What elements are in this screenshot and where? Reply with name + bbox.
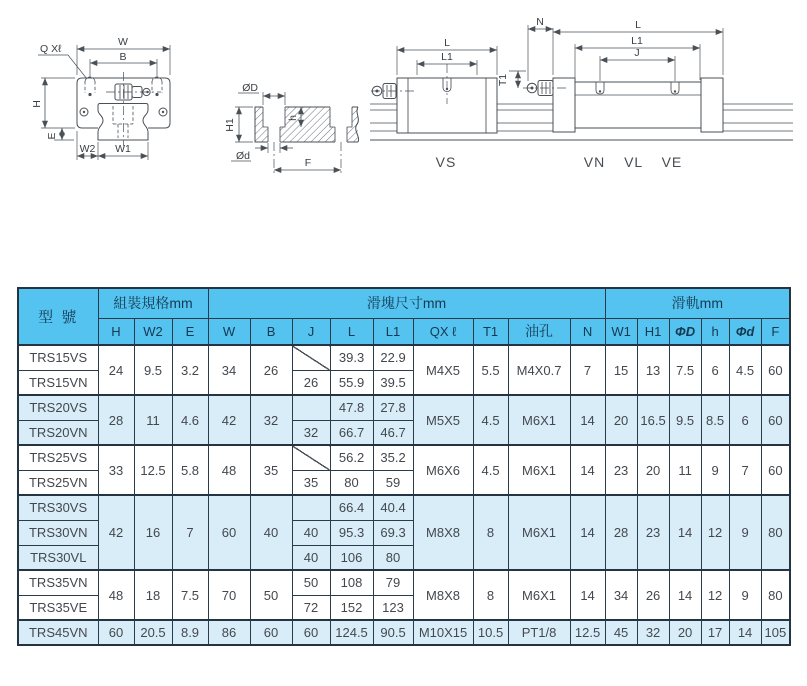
spec-cell: 8.5 — [701, 395, 729, 445]
spec-cell: 60 — [208, 495, 250, 570]
spec-cell: 4.5 — [473, 395, 508, 445]
spec-cell: 39.3 — [330, 345, 373, 370]
spec-cell: M8X8 — [413, 570, 473, 620]
model-cell: TRS15VS — [18, 345, 98, 370]
spec-cell: 80 — [330, 470, 373, 495]
spec-cell: 55.9 — [330, 370, 373, 395]
dim-w-label: W — [118, 36, 128, 48]
spec-cell: 13 — [637, 345, 669, 395]
model-cell: TRS30VL — [18, 545, 98, 570]
model-cell: TRS35VE — [18, 595, 98, 620]
dim-w2-label: W2 — [79, 143, 96, 155]
qxl-callout-label: Q Xℓ — [40, 43, 62, 55]
spec-cell: 35.2 — [373, 445, 413, 470]
slash-cell — [292, 395, 330, 420]
col-T1: T1 — [473, 318, 508, 345]
col-W: W — [208, 318, 250, 345]
spec-cell: 17 — [701, 620, 729, 645]
spec-cell: M6X1 — [508, 570, 570, 620]
table-header — [18, 288, 790, 345]
group-trs45 — [18, 620, 790, 645]
dim-phi-d-small-label: Ød — [235, 150, 250, 162]
spec-cell: 14 — [729, 620, 761, 645]
rail-section-diagram — [224, 82, 359, 175]
spec-cell: 20 — [669, 620, 701, 645]
spec-cell: 18 — [134, 570, 172, 620]
col-H1: H1 — [637, 318, 669, 345]
spec-cell: 108 — [330, 570, 373, 595]
spec-cell: 50 — [250, 570, 292, 620]
spec-table-container — [17, 287, 791, 646]
spec-cell: 9 — [729, 495, 761, 570]
dim-n-label: N — [536, 16, 544, 28]
spec-cell: 6 — [701, 345, 729, 395]
spec-cell: 14 — [570, 495, 605, 570]
group-trs15 — [18, 345, 790, 395]
spec-cell: 12 — [701, 495, 729, 570]
dim-e-label: E — [46, 132, 58, 140]
spec-cell: 60 — [292, 620, 330, 645]
spec-cell: 32 — [250, 395, 292, 445]
table-row — [18, 445, 790, 470]
spec-cell: 23 — [605, 445, 637, 495]
spec-cell: 123 — [373, 595, 413, 620]
spec-cell: 12 — [701, 570, 729, 620]
dim-h-label: H — [31, 100, 43, 108]
spec-cell: 60 — [98, 620, 134, 645]
table-row — [18, 395, 790, 420]
spec-cell: M6X1 — [508, 395, 570, 445]
spec-cell: M6X1 — [508, 445, 570, 495]
dim-l1-label-vs: L1 — [441, 51, 453, 63]
col-PhiD: ΦD — [669, 318, 701, 345]
spec-cell: 24 — [98, 345, 134, 395]
spec-cell: 15 — [605, 345, 637, 395]
dim-t1-label: T1 — [497, 73, 509, 87]
spec-cell: 4.6 — [172, 395, 208, 445]
model-cell: TRS15VN — [18, 370, 98, 395]
spec-cell: M4X5 — [413, 345, 473, 395]
spec-cell: 50 — [292, 570, 330, 595]
spec-cell: M4X0.7 — [508, 345, 570, 395]
dim-j-label: J — [634, 47, 640, 59]
spec-cell: 22.9 — [373, 345, 413, 370]
spec-cell: 7 — [172, 495, 208, 570]
table-row — [18, 495, 790, 520]
spec-cell: 48 — [208, 445, 250, 495]
col-H: H — [98, 318, 134, 345]
spec-cell: 86 — [208, 620, 250, 645]
spec-cell: 4.5 — [473, 445, 508, 495]
table-row — [18, 620, 790, 645]
spec-cell: M6X6 — [413, 445, 473, 495]
spec-cell: 105 — [761, 620, 790, 645]
spec-cell: 95.3 — [330, 520, 373, 545]
group-trs25 — [18, 445, 790, 495]
spec-cell: 60 — [250, 620, 292, 645]
spec-cell: 124.5 — [330, 620, 373, 645]
spec-cell: 59 — [373, 470, 413, 495]
spec-cell: 152 — [330, 595, 373, 620]
spec-cell: 9.5 — [669, 395, 701, 445]
spec-cell: 60 — [761, 445, 790, 495]
spec-cell: 66.7 — [330, 420, 373, 445]
spec-cell: 48 — [98, 570, 134, 620]
col-W2: W2 — [134, 318, 172, 345]
col-QXL: QX ℓ — [413, 318, 473, 345]
col-E: E — [172, 318, 208, 345]
spec-cell: 9 — [701, 445, 729, 495]
spec-cell: 16 — [134, 495, 172, 570]
spec-cell: 8 — [473, 570, 508, 620]
spec-cell: M6X1 — [508, 495, 570, 570]
dim-f-label: F — [304, 157, 312, 169]
spec-cell: 80 — [761, 570, 790, 620]
spec-cell: 8.9 — [172, 620, 208, 645]
end-cap-left — [553, 78, 575, 132]
rail-profile — [98, 104, 148, 141]
spec-cell: 34 — [208, 345, 250, 395]
spec-cell: 46.7 — [373, 420, 413, 445]
spec-cell: 47.8 — [330, 395, 373, 420]
spec-cell: 7 — [570, 345, 605, 395]
spec-cell: 26 — [250, 345, 292, 395]
model-cell: TRS20VN — [18, 420, 98, 445]
dim-l-label-vs: L — [444, 37, 450, 49]
spec-cell: 6 — [729, 395, 761, 445]
model-cell: TRS20VS — [18, 395, 98, 420]
col-L: L — [330, 318, 373, 345]
col-N: N — [570, 318, 605, 345]
col-B: B — [250, 318, 292, 345]
spec-cell: 28 — [98, 395, 134, 445]
spec-cell: M8X8 — [413, 495, 473, 570]
spec-cell: 16.5 — [637, 395, 669, 445]
spec-cell: 90.5 — [373, 620, 413, 645]
spec-cell: 60 — [761, 395, 790, 445]
spec-cell: 14 — [669, 570, 701, 620]
slash-cell — [292, 345, 330, 370]
header-block-group: 滑塊尺寸mm — [208, 288, 605, 318]
spec-cell: M5X5 — [413, 395, 473, 445]
spec-cell: 40 — [292, 545, 330, 570]
spec-cell: 9.5 — [134, 345, 172, 395]
mount-hole-right — [155, 93, 158, 96]
model-cell: TRS30VN — [18, 520, 98, 545]
vn-block-body — [575, 82, 701, 128]
spec-cell: 7.5 — [669, 345, 701, 395]
spec-cell: 35 — [250, 445, 292, 495]
slash-cell — [292, 495, 330, 520]
table-row — [18, 345, 790, 370]
spec-cell: 35 — [292, 470, 330, 495]
col-J: J — [292, 318, 330, 345]
spec-cell: 66.4 — [330, 495, 373, 520]
table-row — [18, 570, 790, 595]
block-front-view-diagram — [31, 36, 170, 160]
spec-cell: 60 — [761, 345, 790, 395]
dim-h1-label: H1 — [224, 118, 236, 132]
spec-cell: 69.3 — [373, 520, 413, 545]
spec-cell: 34 — [605, 570, 637, 620]
spec-cell: 40.4 — [373, 495, 413, 520]
model-cell: TRS30VS — [18, 495, 98, 520]
spec-cell: 56.2 — [330, 445, 373, 470]
spec-cell: 14 — [669, 495, 701, 570]
spec-cell: M10X15 — [413, 620, 473, 645]
spec-cell: 14 — [570, 395, 605, 445]
spec-cell: 32 — [292, 420, 330, 445]
spec-cell: 70 — [208, 570, 250, 620]
model-cell: TRS35VN — [18, 570, 98, 595]
spec-cell: 45 — [605, 620, 637, 645]
spec-cell: 12.5 — [134, 445, 172, 495]
spec-cell: 9 — [729, 570, 761, 620]
vs-caption: VS — [435, 154, 457, 170]
spec-cell: 39.5 — [373, 370, 413, 395]
spec-cell: 80 — [761, 495, 790, 570]
dim-phi-d-big-label: ØD — [242, 82, 258, 94]
col-F: F — [761, 318, 790, 345]
spec-cell: 20 — [605, 395, 637, 445]
slash-cell — [292, 445, 330, 470]
spec-cell: 40 — [292, 520, 330, 545]
group-trs30 — [18, 495, 790, 570]
spec-cell: 14 — [570, 570, 605, 620]
spec-cell: 20.5 — [134, 620, 172, 645]
rail-lines — [723, 104, 793, 131]
col-L1: L1 — [373, 318, 413, 345]
technical-drawings — [0, 0, 807, 200]
dim-h-small-label: h — [287, 115, 299, 121]
spec-cell: 27.8 — [373, 395, 413, 420]
spec-cell: 11 — [134, 395, 172, 445]
spec-cell: 20 — [637, 445, 669, 495]
header-assembly-group: 組裝規格mm — [98, 288, 208, 318]
model-cell: TRS25VN — [18, 470, 98, 495]
mount-hole-left — [88, 93, 91, 96]
spec-cell: 7.5 — [172, 570, 208, 620]
dim-w1-label: W1 — [115, 143, 131, 155]
spec-cell: 23 — [637, 495, 669, 570]
group-trs20 — [18, 395, 790, 445]
spec-cell: 106 — [330, 545, 373, 570]
spec-cell: 42 — [208, 395, 250, 445]
group-trs35 — [18, 570, 790, 620]
spec-cell: 7 — [729, 445, 761, 495]
spec-cell: 4.5 — [729, 345, 761, 395]
spec-table — [17, 287, 791, 646]
dim-l1-label-vn: L1 — [631, 35, 643, 47]
spec-cell: 40 — [250, 495, 292, 570]
spec-cell: 28 — [605, 495, 637, 570]
spec-cell: 33 — [98, 445, 134, 495]
end-cap-right — [701, 78, 723, 132]
header-rail-group: 滑軌mm — [605, 288, 790, 318]
model-cell: TRS45VN — [18, 620, 98, 645]
col-W1: W1 — [605, 318, 637, 345]
spec-cell: 32 — [637, 620, 669, 645]
spec-cell: 72 — [292, 595, 330, 620]
vs-side-view-diagram — [370, 37, 553, 170]
model-cell: TRS25VS — [18, 445, 98, 470]
spec-cell: 5.8 — [172, 445, 208, 495]
spec-cell: PT1/8 — [508, 620, 570, 645]
spec-cell: 42 — [98, 495, 134, 570]
dim-l-label-vn: L — [635, 19, 641, 31]
col-Phid: Φd — [729, 318, 761, 345]
spec-cell: 26 — [637, 570, 669, 620]
spec-cell: 3.2 — [172, 345, 208, 395]
spec-cell: 11 — [669, 445, 701, 495]
header-model: 型 號 — [18, 288, 98, 345]
spec-cell: 10.5 — [473, 620, 508, 645]
spec-cell: 5.5 — [473, 345, 508, 395]
spec-cell: 26 — [292, 370, 330, 395]
col-h: h — [701, 318, 729, 345]
spec-cell: 14 — [570, 445, 605, 495]
spec-cell: 8 — [473, 495, 508, 570]
col-oil-hole: 油孔 — [508, 318, 570, 345]
spec-cell: 12.5 — [570, 620, 605, 645]
spec-cell: 80 — [373, 545, 413, 570]
dim-b-label: B — [119, 51, 127, 63]
spec-cell: 79 — [373, 570, 413, 595]
vn-vl-ve-caption: VN VL VE — [583, 154, 683, 170]
